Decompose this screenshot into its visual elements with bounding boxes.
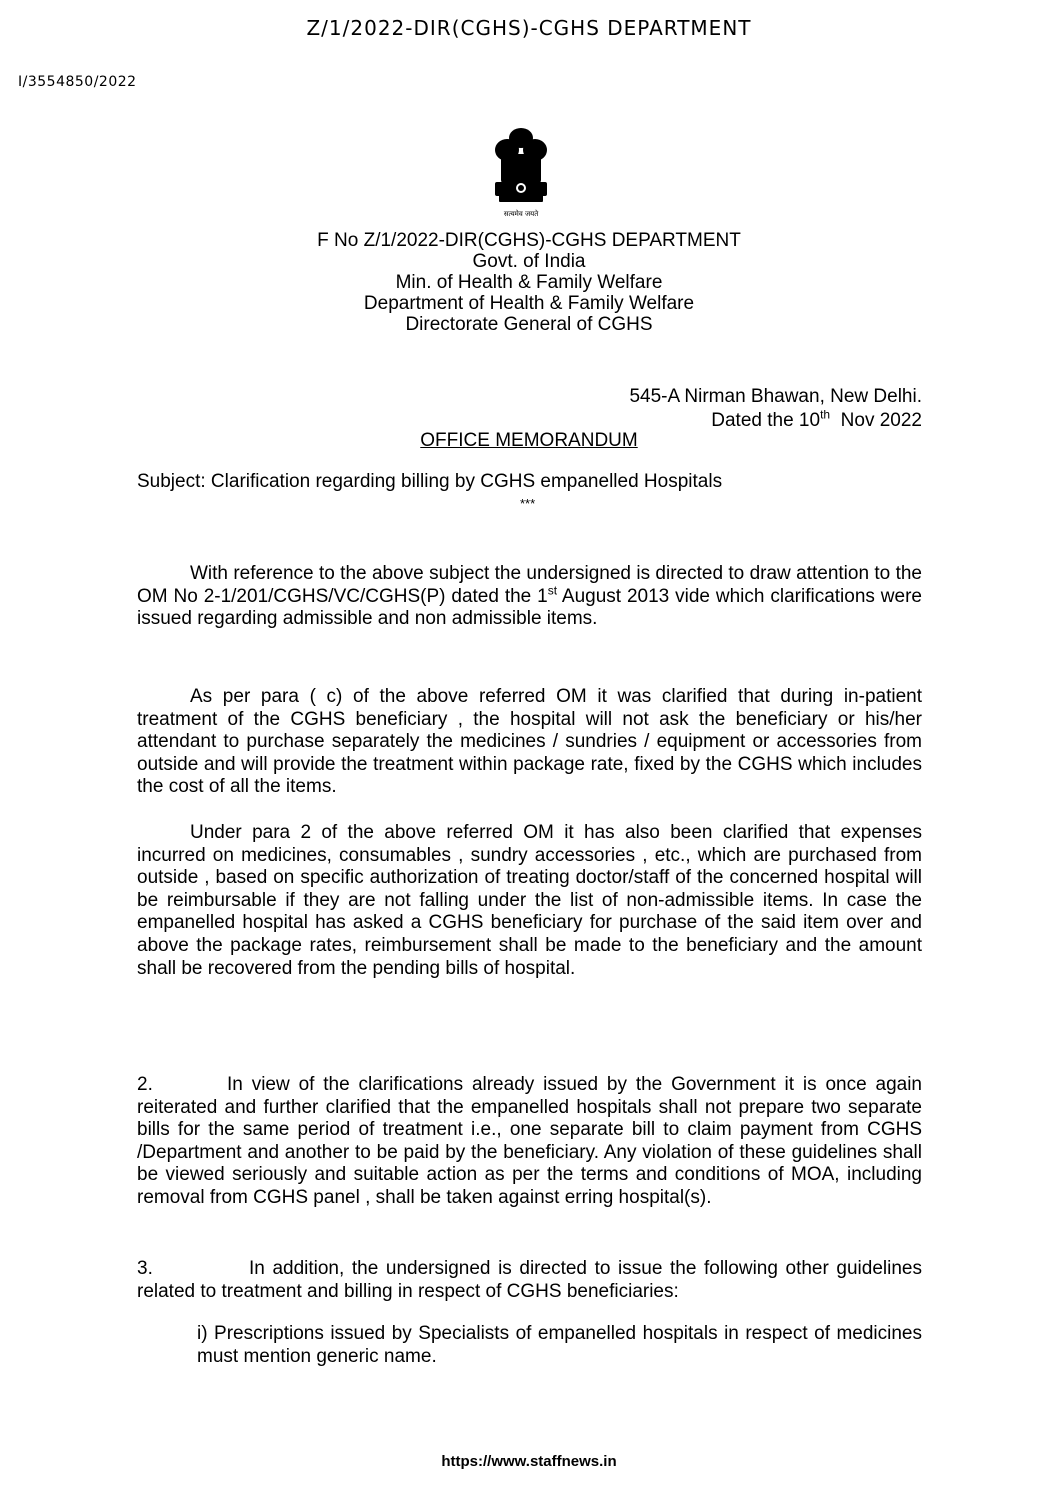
file-number: F No Z/1/2022-DIR(CGHS)-CGHS DEPARTMENT [317,230,741,251]
list-item-i: i) Prescriptions issued by Specialists of empanelled hospitals in respect of medicines must mention generic name. [197,1323,922,1367]
ministry-line: Min. of Health & Family Welfare [395,272,663,293]
address: 545-A Nirman Bhawan, New Delhi. [629,386,922,407]
memo-title: OFFICE MEMORANDUM [420,430,638,451]
directorate-line: Directorate General of CGHS [405,314,653,335]
document-id: I/3554850/2022 [18,74,137,90]
section-2-text: In view of the clarifications already issued by the Government it is once again reiterated and further clarified that the empanelled hospitals shall not prepare two separate bills for the same period of treatment i.e., one separate bill to claim payment from CGHS /Department and another to be paid by the beneficiary. Any violation of these guidelines shall be viewed seriously and suitable action as per the terms and conditions of MOA, including removal from CGHS panel , shall be taken against erring hospital(s). [137,1074,922,1208]
national-emblem-icon [487,124,555,220]
section-3-text: In addition, the undersigned is directed to issue the following other guidelines related to treatment and billing in respect of CGHS beneficiaries: [137,1258,922,1302]
separator-stars: *** [520,496,536,511]
subject-line: Subject: Clarification regarding billing by CGHS empanelled Hospitals [137,471,723,492]
govt-line: Govt. of India [472,251,586,272]
emblem-motto: सत्यमेव जयते [503,210,539,218]
department-line: Department of Health & Family Welfare [363,293,695,314]
paragraph-2: As per para ( c) of the above referred OM it was clarified that during in-patient treatment of the CGHS beneficiary , the hospital will not ask the beneficiary or his/her attendant to purchase separately the medicines / sundries / equipment or accessories from outside and will provide the treatment within package rate, fixed by the CGHS which includes the cost of all the items. [137,686,922,798]
office-header [0,230,1058,335]
date-line: Dated the 10th Nov 2022 [711,407,922,431]
paragraph-1: With reference to the above subject the undersigned is directed to draw attention to the OM No 2-1/201/CGHS/VC/CGHS(P) dated the 1st August 2013 vide which clarifications were issued regarding admissible and non admissible items. [137,563,922,630]
top-header: Z/1/2022-DIR(CGHS)-CGHS DEPARTMENT [306,16,752,40]
section-2-number: 2. [137,1074,153,1095]
footer-url[interactable]: https://www.staffnews.in [441,1453,617,1470]
section-3-number: 3. [137,1258,153,1279]
address-block [629,385,922,433]
paragraph-3: Under para 2 of the above referred OM it has also been clarified that expenses incurred on medicines, consumables , sundry accessories , etc., which are purchased from outside , based on specific authorization of treating doctor/staff of the concerned hospital will be reimbursable if they are not falling under the list of non-admissible items. In case the empanelled hospital has asked a CGHS beneficiary for purchase of the said item over and above the package rates, reimbursement shall be made to the beneficiary and the amount shall be recovered from the pending bills of hospital. [137,822,922,979]
